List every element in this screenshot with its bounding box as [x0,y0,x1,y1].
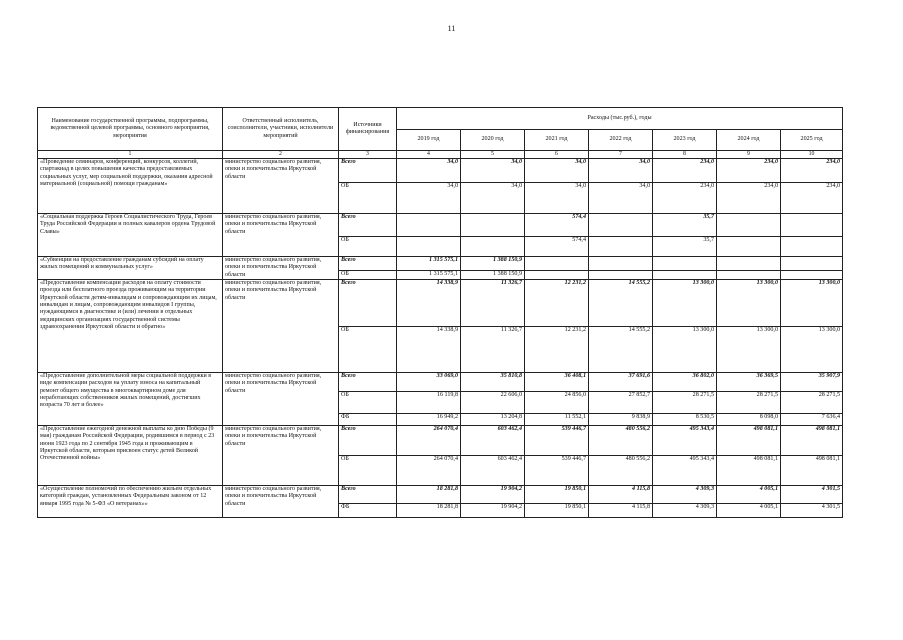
column-number: 9 [717,151,781,159]
program-name: «Предоставление компенсации расходов на оплату стоимости проезда или бесплатного проезда проживающим на территории Иркутской области детям-инвалидам и сопровождающим их лицам, инвалидам и лицам, сопровождающим инвалидов I группы, нуждающимся в диагностике и (или) лечении в отдельных медицинских организациях государственной системы здравоохранения Иркутской области и обратно» [38,279,223,372]
expense-value: 37 691,6 [589,372,653,391]
expense-value: 13 204,8 [461,413,525,425]
column-number: 10 [781,151,843,159]
expense-value: 34,0 [397,158,461,182]
column-number: 8 [653,151,717,159]
funding-source: ОБ [339,236,397,256]
expense-value: 234,0 [781,158,843,182]
column-number: 3 [339,151,397,159]
program-name: «Субвенции на предоставление гражданам субсидий на оплату жилых помещений и коммунальных услуг» [38,256,223,279]
expense-value: 574,4 [525,213,589,236]
expense-value: 34,0 [397,182,461,213]
expense-value: 498 081,1 [781,425,843,455]
expense-value: 35,7 [653,236,717,256]
program-name: «Социальная поддержка Героев Социалистического Труда, Героев Труда Российской Федерации и полных кавалеров ордена Трудовой Славы» [38,213,223,256]
expense-value: 234,0 [717,158,781,182]
expense-value: 28 271,5 [717,391,781,413]
funding-source: Всего [339,213,397,236]
expense-value: 9 838,9 [589,413,653,425]
expense-value: 14 555,2 [589,279,653,326]
expense-value: 36 369,5 [717,372,781,391]
expense-value: 14 338,9 [397,279,461,326]
expense-value: 28 271,5 [781,391,843,413]
expense-value: 13 300,0 [717,279,781,326]
program-name: «Проведение семинаров, конференций, конкурсов, коллегий, спартакиад в целях повышения качества предоставляемых социальных услуг, мер социальной поддержки, оказания адресной материальной (социальной) помощи гражданам» [38,158,223,213]
funding-source: Всего [339,158,397,182]
expense-value: 264 070,4 [397,425,461,455]
expense-value: 34,0 [525,182,589,213]
expense-value: 18 281,8 [397,485,461,503]
expense-value [653,256,717,270]
program-name: «Осуществление полномочий по обеспечению жильем отдельных категорий граждан, установленных Федеральным законом от 12 января 1995 года № 5-ФЗ «О ветеранах»» [38,485,223,517]
expense-value: 498 081,1 [781,455,843,485]
column-number: 2 [223,151,339,159]
expense-value: 574,4 [525,236,589,256]
column-number: 4 [397,151,461,159]
expense-value [717,256,781,270]
expense-value [589,270,653,279]
expense-value: 34,0 [589,158,653,182]
expense-value: 19 904,2 [461,485,525,503]
expense-value [397,236,461,256]
header-year: 2020 год [461,130,525,151]
header-year: 2025 год [781,130,843,151]
expense-value: 1 388 150,9 [461,270,525,279]
funding-source: ОБ [339,326,397,372]
expense-value: 234,0 [653,158,717,182]
header-year: 2024 год [717,130,781,151]
header-year: 2019 год [397,130,461,151]
expense-value: 33 069,0 [397,372,461,391]
column-number: 7 [589,151,653,159]
expense-value: 19 850,1 [525,503,589,517]
header-name: Наименование государственной программы, подпрограммы, ведомственной целевой программы, основного мероприятия, мероприятия [38,108,223,151]
expense-value: 34,0 [589,182,653,213]
expense-value: 19 850,1 [525,485,589,503]
funding-source: Всего [339,425,397,455]
expense-value: 495 343,4 [653,455,717,485]
expense-value [589,236,653,256]
executor: министерство социального развития, опеки и попечительства Иркутской области [223,279,339,372]
executor: министерство социального развития, опеки и попечительства Иркутской области [223,425,339,485]
expense-value: 4 301,5 [781,503,843,517]
header-source: Источники финансирования [339,108,397,151]
expense-value: 35 907,9 [781,372,843,391]
executor: министерство социального развития, опеки и попечительства Иркутской области [223,158,339,213]
funding-source: ОБ [339,391,397,413]
expense-value [589,213,653,236]
expense-value: 7 636,4 [781,413,843,425]
header-year: 2023 год [653,130,717,151]
expense-value: 4 115,8 [589,503,653,517]
expense-value: 539 446,7 [525,425,589,455]
expense-value [717,213,781,236]
expense-value: 539 446,7 [525,455,589,485]
expense-value: 603 462,4 [461,455,525,485]
expense-value [781,236,843,256]
column-number: 5 [461,151,525,159]
column-number: 1 [38,151,223,159]
column-number: 6 [525,151,589,159]
expense-value: 234,0 [781,182,843,213]
expense-value [397,213,461,236]
expense-value: 1 388 150,9 [461,256,525,270]
executor: министерство социального развития, опеки и попечительства Иркутской области [223,485,339,517]
funding-source: ОБ [339,455,397,485]
funding-source: Всего [339,256,397,270]
expense-value: 36 408,1 [525,372,589,391]
expense-value: 22 606,0 [461,391,525,413]
header-expenses: Расходы (тыс.руб.), годы [397,108,843,130]
expense-value: 11 326,7 [461,326,525,372]
expense-value: 4 005,1 [717,503,781,517]
expense-value [461,213,525,236]
funding-source: Всего [339,279,397,326]
expense-value: 12 231,2 [525,279,589,326]
expense-value [525,256,589,270]
expense-value: 13 300,0 [717,326,781,372]
expense-value: 603 462,4 [461,425,525,455]
table-row [38,485,843,503]
expense-value: 234,0 [653,182,717,213]
expense-value: 35,7 [653,213,717,236]
expense-value: 1 315 575,1 [397,270,461,279]
expense-value: 36 802,0 [653,372,717,391]
expense-value: 34,0 [461,182,525,213]
table-row [38,425,843,455]
budget-table [37,107,843,518]
table-row [38,372,843,391]
expense-value: 24 856,0 [525,391,589,413]
page-number: 11 [447,24,456,33]
expense-value: 13 300,0 [781,326,843,372]
expense-value: 4 301,5 [781,485,843,503]
expense-value: 4 115,8 [589,485,653,503]
expense-value: 234,0 [717,182,781,213]
expense-value: 28 271,5 [653,391,717,413]
expense-value: 4 309,3 [653,485,717,503]
expense-value: 4 309,3 [653,503,717,517]
expense-value: 1 315 575,1 [397,256,461,270]
expense-value: 19 904,2 [461,503,525,517]
expense-value [781,256,843,270]
expense-value [461,236,525,256]
expense-value: 11 326,7 [461,279,525,326]
program-name: «Предоставление ежегодной денежной выплаты ко дню Победы (9 мая) гражданам Российской Федерации, родившимся в период с 23 июня 1923 года по 2 сентября 1945 года и проживающим в Иркутской области, которым присвоен статус детей Великой Отечественной войны» [38,425,223,485]
expense-value: 498 081,1 [717,455,781,485]
funding-source: ФБ [339,503,397,517]
funding-source: Всего [339,372,397,391]
header-year: 2021 год [525,130,589,151]
funding-source: ФБ [339,413,397,425]
expense-value [717,236,781,256]
header-year: 2022 год [589,130,653,151]
expense-value [653,270,717,279]
expense-value: 498 081,1 [717,425,781,455]
expense-value [717,270,781,279]
expense-value: 14 555,2 [589,326,653,372]
funding-source: Всего [339,485,397,503]
expense-value: 27 852,7 [589,391,653,413]
expense-value: 8 530,5 [653,413,717,425]
executor: министерство социального развития, опеки и попечительства Иркутской области [223,213,339,256]
expense-value: 495 343,4 [653,425,717,455]
expense-value: 12 231,2 [525,326,589,372]
expense-value: 13 300,0 [781,279,843,326]
expense-value: 14 338,9 [397,326,461,372]
program-name: «Предоставление дополнительной меры социальной поддержки в виде компенсации расходов на уплату взноса на капитальный ремонт общего имущества в многоквартирном доме для неработающих собственников жилых помещений, достигших возраста 70 лет и более» [38,372,223,425]
executor: министерство социального развития, опеки и попечительства Иркутской области [223,372,339,425]
expense-value: 13 300,0 [653,326,717,372]
expense-value: 18 281,8 [397,503,461,517]
table-row [38,256,843,270]
expense-value: 16 949,2 [397,413,461,425]
table-row [38,158,843,182]
expense-value: 35 810,8 [461,372,525,391]
header-executor: Ответственный исполнитель, соисполнители, участники, исполнители мероприятий [223,108,339,151]
expense-value: 480 556,2 [589,425,653,455]
expense-value [781,213,843,236]
expense-value: 34,0 [461,158,525,182]
table-row [38,213,843,236]
expense-value: 8 098,0 [717,413,781,425]
expense-value: 264 070,4 [397,455,461,485]
expense-value: 16 119,8 [397,391,461,413]
expense-value: 4 005,1 [717,485,781,503]
expense-value: 34,0 [525,158,589,182]
funding-source: ОБ [339,270,397,279]
expense-value [781,270,843,279]
expense-value [525,270,589,279]
table-row [38,279,843,326]
expense-value: 480 556,2 [589,455,653,485]
expense-value: 13 300,0 [653,279,717,326]
expense-value [589,256,653,270]
funding-source: ОБ [339,182,397,213]
executor: министерство социального развития, опеки и попечительства Иркутской области [223,256,339,279]
expense-value: 11 552,1 [525,413,589,425]
